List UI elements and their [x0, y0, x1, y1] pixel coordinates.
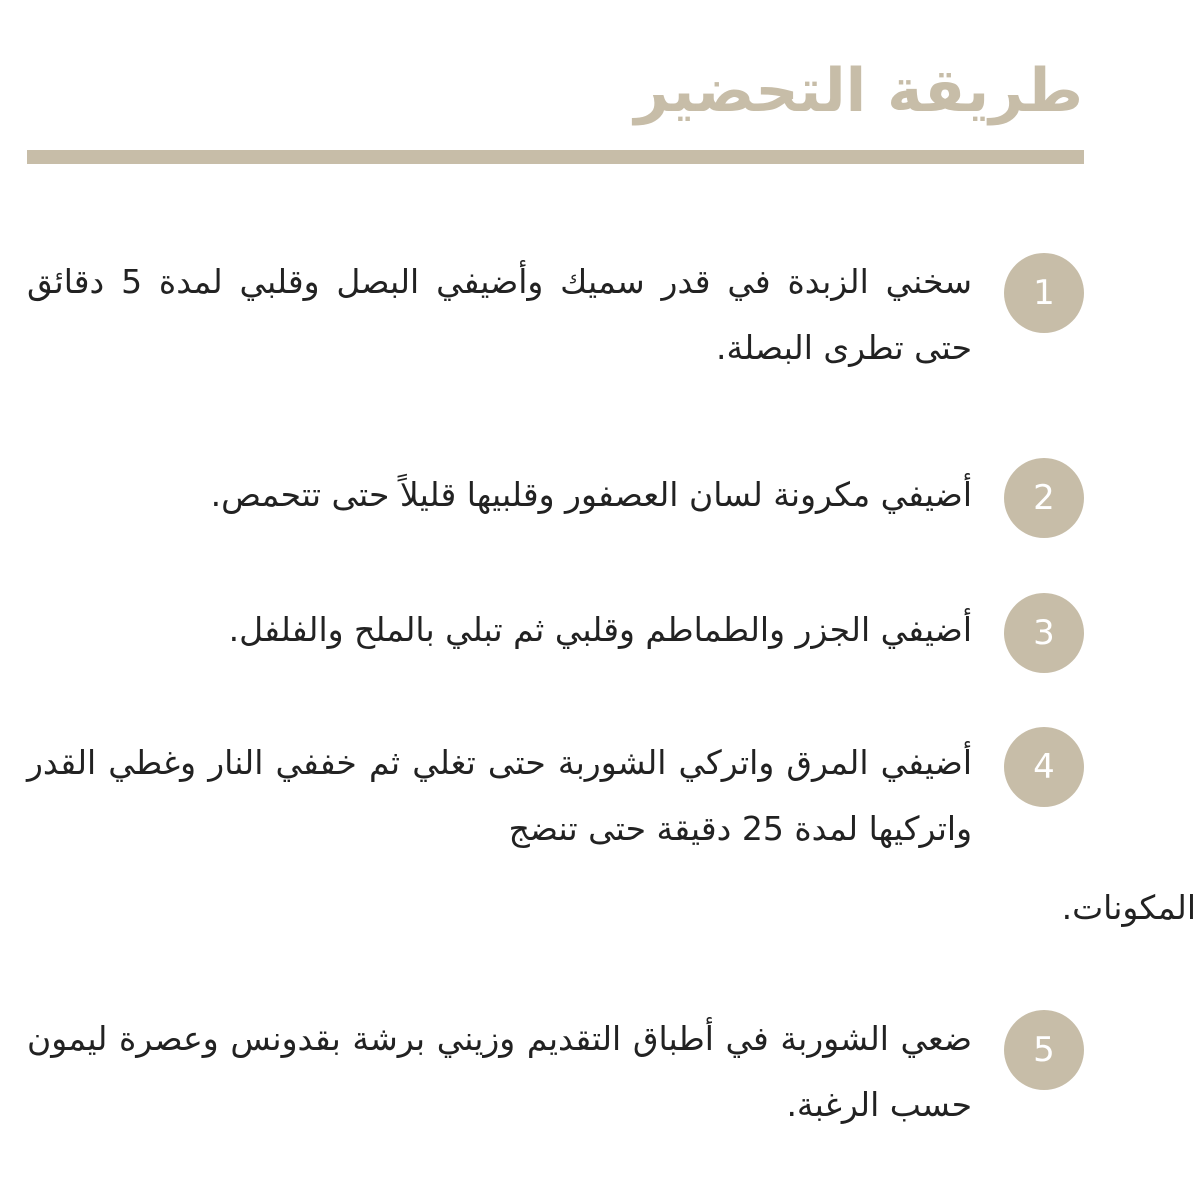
step-number-badge: 4	[1004, 727, 1084, 807]
page-title: طريقة التحضير	[634, 56, 1083, 126]
step-number-badge: 5	[1004, 1010, 1084, 1090]
step-text-last-line: المكونات.	[1061, 888, 1196, 927]
step-number-badge: 2	[1004, 458, 1084, 538]
title-divider	[27, 150, 1084, 164]
step-2	[27, 458, 1084, 538]
step-3	[27, 593, 1084, 673]
step-5	[27, 1010, 1084, 1150]
step-text: سخني الزبدة في قدر سميك وأضيفي البصل وقلبي لمدة 5 دقائق حتى تطرى البصلة.	[27, 262, 972, 367]
step-number-badge: 1	[1004, 253, 1084, 333]
step-text: أضيفي الجزر والطماطم وقلبي ثم تبلي بالملح والفلفل.	[228, 610, 972, 649]
step-text: أضيفي مكرونة لسان العصفور وقلبيها قليلاً حتى تتحمص.	[210, 475, 972, 514]
step-4	[27, 727, 1196, 937]
step-number-badge: 3	[1004, 593, 1084, 673]
step-1	[27, 253, 1084, 393]
step-text: ضعي الشوربة في أطباق التقديم وزيني برشة بقدونس وعصرة ليمون حسب الرغبة.	[27, 1019, 972, 1124]
step-text: أضيفي المرق واتركي الشوربة حتى تغلي ثم خففي النار وغطي القدر واتركيها لمدة 25 دقيقة حتى تنضج	[27, 743, 972, 848]
